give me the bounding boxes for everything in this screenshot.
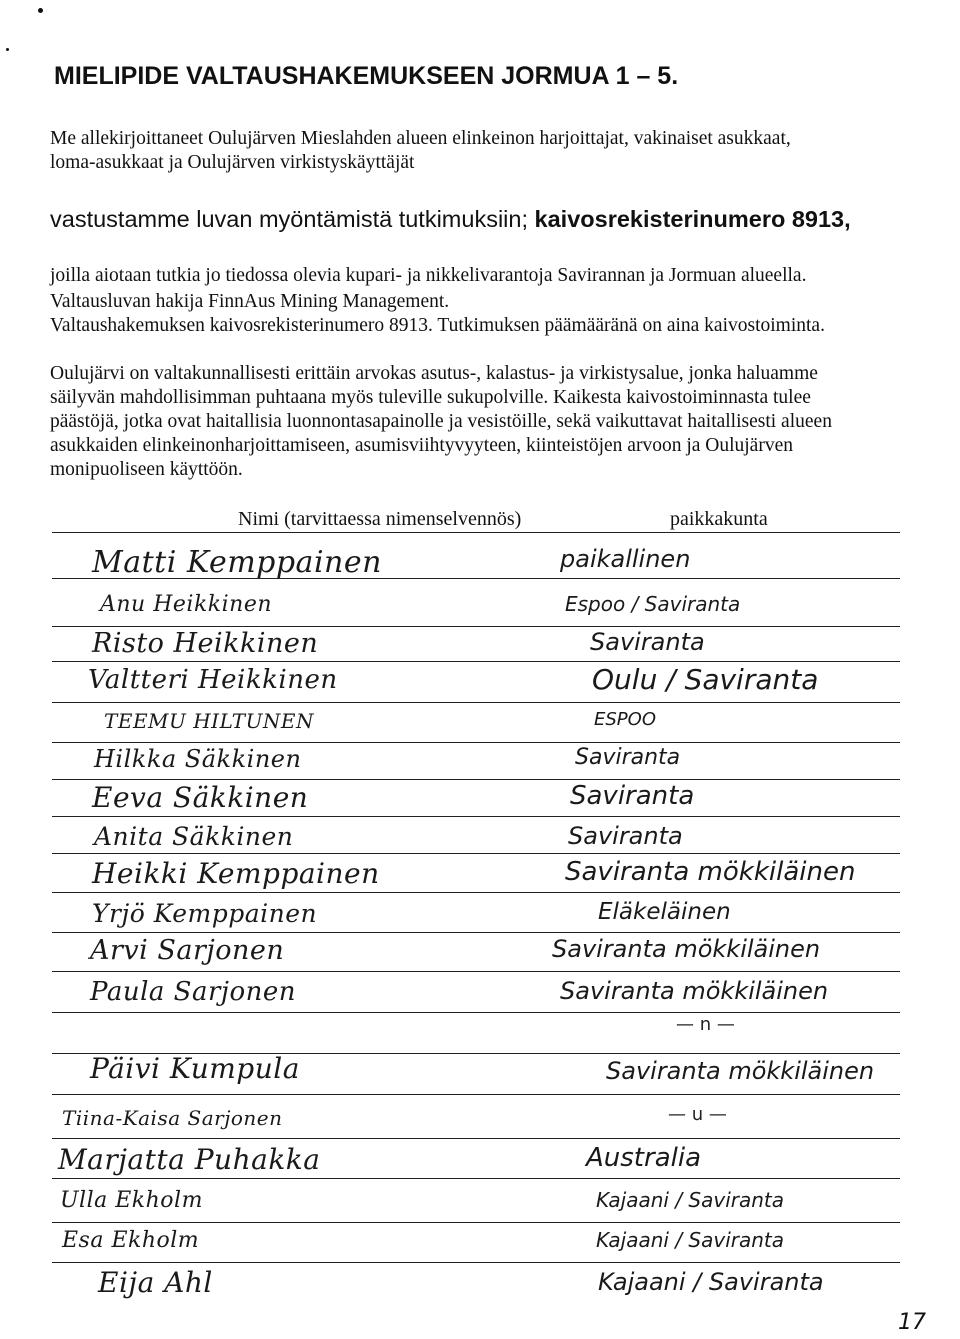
signature-line [52, 779, 900, 780]
intro-line: loma-asukkaat ja Oulujärven virkistyskäyttäjät [50, 152, 415, 173]
signature-name: Ulla Ekholm [60, 1188, 203, 1213]
reason-line: asukkaiden elinkeinonharjoittamiseen, asumisviihtyvyyteen, kiinteistöjen arvoon ja Oulujärven [50, 435, 793, 456]
signature-place: Oulu / Saviranta [592, 663, 819, 696]
detail-line: Valtaushakemuksen kaivosrekisterinumero 8913. Tutkimuksen päämääränä on aina kaivostoiminta. [50, 315, 825, 336]
signature-name: Arvi Sarjonen [90, 935, 285, 966]
signature-place: paikallinen [560, 545, 691, 573]
registry-number: kaivosrekisterinumero 8913, [534, 206, 851, 232]
signature-name: Hilkka Säkkinen [94, 745, 302, 773]
signature-name: Paula Sarjonen [90, 977, 296, 1007]
signature-line [52, 816, 900, 817]
signature-place: Kajaani / Saviranta [596, 1188, 785, 1212]
scan-dot [6, 48, 9, 51]
signature-line [52, 1012, 900, 1013]
signature-place: Kajaani / Saviranta [598, 1268, 824, 1296]
signature-line [52, 1094, 900, 1095]
signature-place: Saviranta [590, 628, 705, 656]
place-column-header: paikkakunta [670, 508, 768, 530]
signature-place: Eläkeläinen [598, 899, 731, 925]
signature-name: Matti Kemppainen [92, 545, 382, 580]
signature-name: Anu Heikkinen [100, 592, 273, 617]
page-number: 17 [898, 1310, 926, 1335]
signature-name: Marjatta Puhakka [58, 1143, 321, 1176]
reason-line: säilyvän mahdollisimman puhtaana myös tuleville sukupolville. Kaikesta kaivostoiminnasta tulee [50, 387, 811, 408]
signature-name: Anita Säkkinen [94, 822, 294, 851]
signature-line [52, 971, 900, 972]
signature-name: Valtteri Heikkinen [88, 665, 338, 695]
signature-name: Heikki Kemppainen [92, 857, 380, 890]
signature-line [52, 1138, 900, 1139]
signature-line [52, 853, 900, 854]
signature-line [52, 1262, 900, 1263]
signature-place: Saviranta [575, 745, 681, 770]
reason-line: Oulujärvi on valtakunnallisesti erittäin arvokas asutus-, kalastus- ja virkistysalue, jonka haluamme [50, 363, 818, 384]
signature-place: Saviranta mökkiläinen [552, 935, 821, 963]
signature-line [52, 532, 900, 533]
signature-place: Espoo / Saviranta [565, 592, 741, 616]
signature-name: Päivi Kumpula [90, 1052, 300, 1085]
signature-name: Esa Ekholm [62, 1228, 200, 1253]
signature-place: Saviranta [570, 781, 695, 811]
detail-line: Valtausluvan hakija FinnAus Mining Management. [50, 291, 450, 312]
signature-name: Eeva Säkkinen [92, 781, 309, 814]
row-mark: — n — [676, 1014, 735, 1035]
signature-line [52, 742, 900, 743]
signature-place: ESPOO [594, 709, 656, 730]
document-title: MIELIPIDE VALTAUSHAKEMUKSEEN JORMUA 1 – 5. [54, 62, 679, 90]
scan-dot [38, 8, 43, 13]
signature-line [52, 626, 900, 627]
signature-name: Eija Ahl [98, 1266, 213, 1299]
signature-place: Saviranta [568, 822, 683, 850]
name-column-header: Nimi (tarvittaessa nimenselvennös) [238, 508, 522, 530]
reason-line: päästöjä, jotka ovat haitallisia luonnontasapainolle ja vesistöille, sekä vaikuttavat haitallisesti alueen [50, 411, 832, 432]
signature-name: Risto Heikkinen [92, 628, 319, 659]
signature-place: Saviranta mökkiläinen [606, 1057, 875, 1085]
detail-line: joilla aiotaan tutkia jo tiedossa olevia kupari- ja nikkelivarantoja Savirannan ja Jormuan alueella. [50, 265, 807, 286]
signature-line [52, 1178, 900, 1179]
signature-place: Australia [586, 1143, 702, 1173]
signature-line [52, 892, 900, 893]
signature-line [52, 661, 900, 662]
reason-line: monipuoliseen käyttöön. [50, 459, 243, 480]
statement [50, 206, 851, 233]
signature-name: Yrjö Kemppainen [92, 899, 318, 928]
signature-line [52, 1222, 900, 1223]
signature-name: TEEMU HILTUNEN [104, 709, 315, 733]
signature-line [52, 932, 900, 933]
intro-line: Me allekirjoittaneet Oulujärven Mieslahden alueen elinkeinon harjoittajat, vakinaiset asukkaat, [50, 128, 791, 149]
signature-place: Saviranta mökkiläinen [560, 977, 829, 1005]
row-mark: — u — [668, 1104, 727, 1125]
signature-place: Saviranta mökkiläinen [565, 857, 856, 887]
signature-line [52, 702, 900, 703]
signature-name: Tiina-Kaisa Sarjonen [62, 1106, 283, 1130]
statement-text: vastustamme luvan myöntämistä tutkimuksiin; [50, 206, 535, 232]
signature-place: Kajaani / Saviranta [596, 1228, 785, 1252]
